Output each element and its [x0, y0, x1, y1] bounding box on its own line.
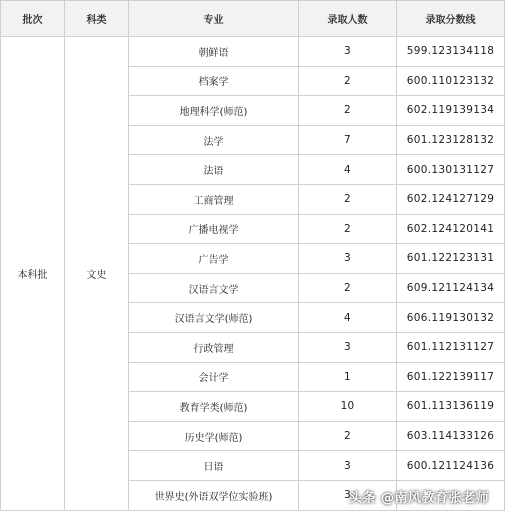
- count-cell: 3: [299, 480, 397, 510]
- count-cell: 2: [299, 214, 397, 244]
- count-cell: 10: [299, 392, 397, 422]
- score-cell: 602.119139134: [397, 96, 505, 126]
- table-header-row: [1, 1, 505, 37]
- major-cell: 广播电视学: [129, 214, 299, 244]
- major-cell: 工商管理: [129, 184, 299, 214]
- header-count: 录取人数: [299, 1, 397, 37]
- score-cell: 601.122123131: [397, 244, 505, 274]
- count-cell: 2: [299, 66, 397, 96]
- score-cell: 609.121124134: [397, 273, 505, 303]
- major-cell: 汉语言文学: [129, 273, 299, 303]
- count-cell: 3: [299, 244, 397, 274]
- score-cell: 606.119130132: [397, 303, 505, 333]
- score-cell: 601.113136119: [397, 392, 505, 422]
- major-cell: 会计学: [129, 362, 299, 392]
- score-cell: 600.110123132: [397, 66, 505, 96]
- score-cell: 602.124120141: [397, 214, 505, 244]
- score-cell: 600.130131127: [397, 155, 505, 185]
- score-cell: 600.121124136: [397, 451, 505, 481]
- header-category: 科类: [65, 1, 129, 37]
- major-cell: 行政管理: [129, 332, 299, 362]
- score-cell: 602.124127129: [397, 184, 505, 214]
- score-cell: 601.123128132: [397, 125, 505, 155]
- count-cell: 4: [299, 303, 397, 333]
- count-cell: 2: [299, 184, 397, 214]
- header-score: 录取分数线: [397, 1, 505, 37]
- count-cell: 2: [299, 421, 397, 451]
- major-cell: 法语: [129, 155, 299, 185]
- score-cell: 599.123134118: [397, 37, 505, 67]
- major-cell: 法学: [129, 125, 299, 155]
- count-cell: 3: [299, 37, 397, 67]
- major-cell: 汉语言文学(师范): [129, 303, 299, 333]
- table-row: [1, 37, 505, 67]
- major-cell: 历史学(师范): [129, 421, 299, 451]
- major-cell: 广告学: [129, 244, 299, 274]
- score-cell: 601.112131127: [397, 332, 505, 362]
- watermark: 头条 @南风教育张老师: [348, 491, 489, 506]
- header-major: 专业: [129, 1, 299, 37]
- major-cell: 教育学类(师范): [129, 392, 299, 422]
- count-cell: 2: [299, 273, 397, 303]
- count-cell: 7: [299, 125, 397, 155]
- category-cell: 文史: [65, 37, 129, 511]
- count-cell: 1: [299, 362, 397, 392]
- major-cell: 日语: [129, 451, 299, 481]
- major-cell: 档案学: [129, 66, 299, 96]
- header-batch: 批次: [1, 1, 65, 37]
- batch-cell: 本科批: [1, 37, 65, 511]
- major-cell: 地理科学(师范): [129, 96, 299, 126]
- count-cell: 3: [299, 332, 397, 362]
- count-cell: 4: [299, 155, 397, 185]
- score-cell: 603.114133126: [397, 421, 505, 451]
- count-cell: 3: [299, 451, 397, 481]
- count-cell: 2: [299, 96, 397, 126]
- major-cell: 世界史(外语双学位实验班): [129, 480, 299, 510]
- major-cell: 朝鲜语: [129, 37, 299, 67]
- score-cell: 601.122139117: [397, 362, 505, 392]
